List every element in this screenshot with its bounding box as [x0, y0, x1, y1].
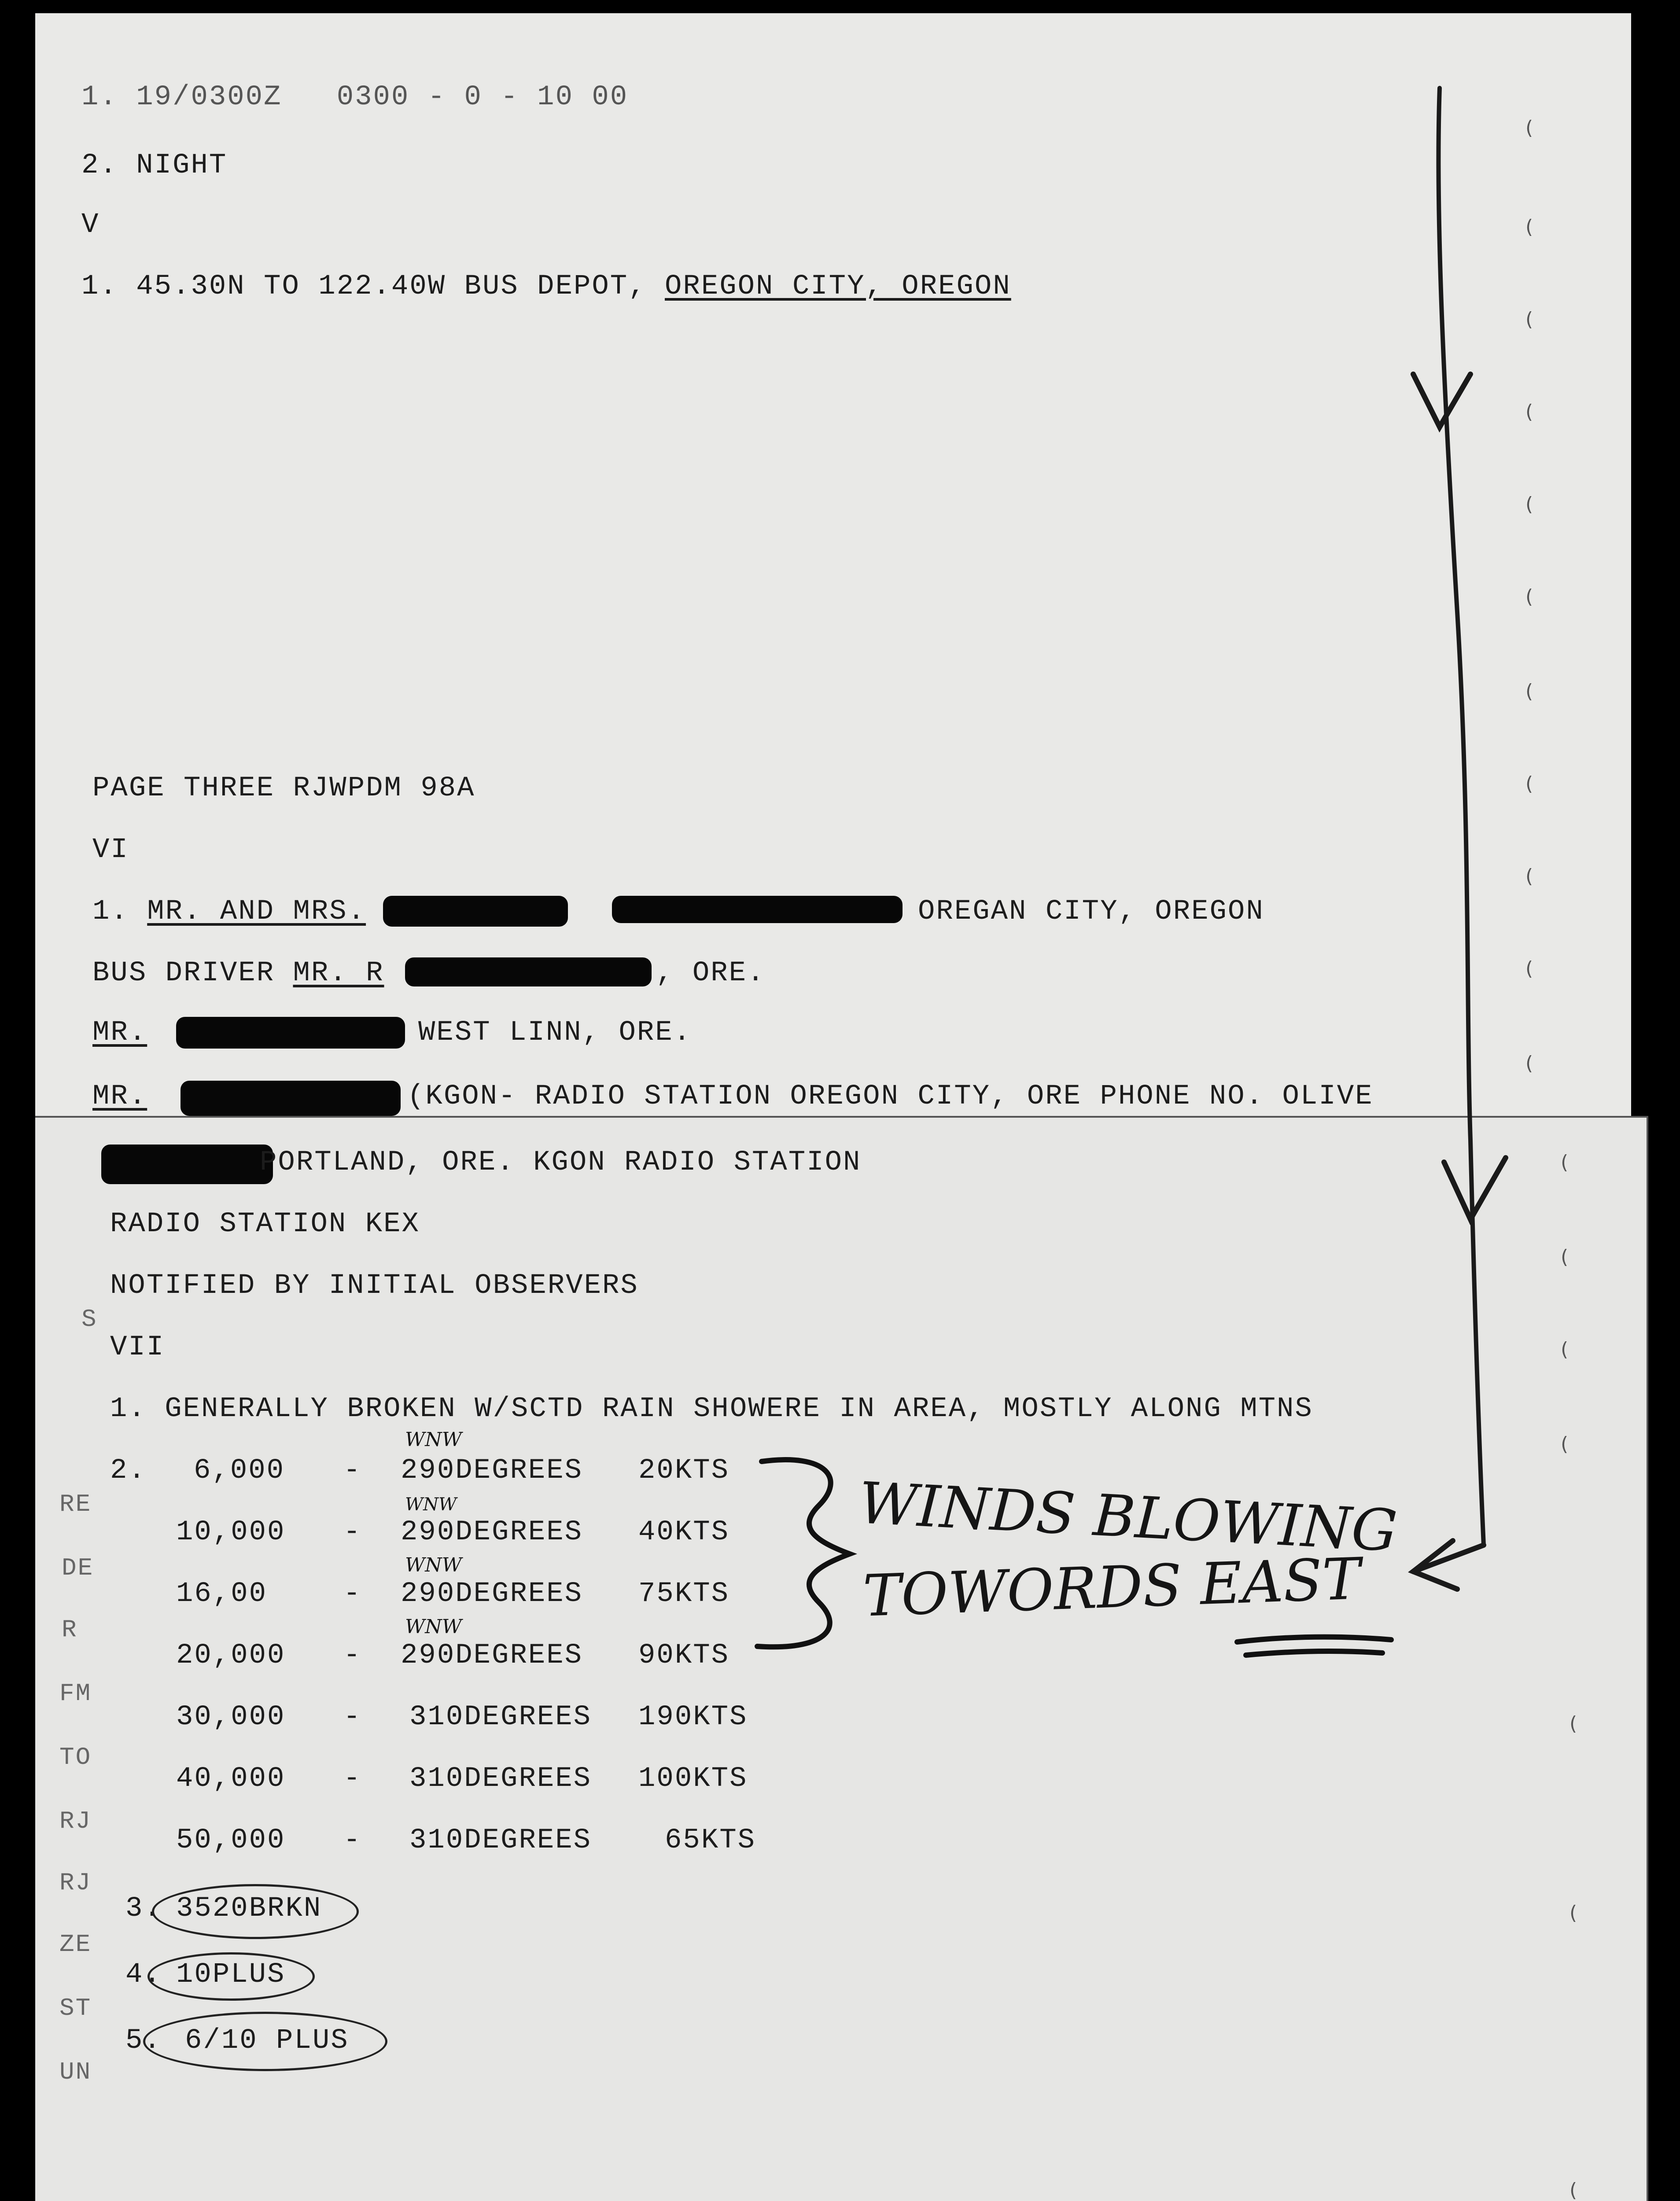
winds-direction: 290DEGREES — [401, 1640, 583, 1671]
location-prefix: 1. 45.30N TO 122.40W BUS DEPOT, — [81, 271, 665, 302]
winds-altitude: 16,00 — [176, 1578, 268, 1610]
redaction-3 — [405, 957, 652, 986]
redaction-1 — [383, 896, 568, 927]
left-edge-letter: TO — [59, 1743, 92, 1771]
witness-line-1 — [92, 896, 366, 928]
witness-line-3 — [92, 1017, 147, 1049]
winds-altitude: 10,000 — [176, 1516, 286, 1548]
item-4-number: 4. — [125, 1959, 162, 1991]
witness-line-7: NOTIFIED BY INITIAL OBSERVERS — [110, 1270, 639, 1302]
winds-direction: 290DEGREES — [401, 1578, 583, 1610]
winds-speed: 190KTS — [638, 1701, 748, 1733]
winds-direction-note: WNW — [405, 1494, 457, 1515]
winds-speed: 20KTS — [638, 1455, 730, 1487]
winds-altitude: 20,000 — [176, 1640, 286, 1671]
winds-altitude: 30,000 — [176, 1701, 286, 1733]
winds-dash: - — [343, 1516, 362, 1548]
left-edge-letter: UN — [59, 2058, 92, 2086]
winds-dash: - — [343, 1825, 362, 1856]
witness-title-4: MR. — [92, 1081, 147, 1112]
location-city: OREGON CITY, OREGON — [665, 271, 1011, 302]
redaction-4 — [176, 1017, 405, 1049]
left-edge-letter: RE — [59, 1490, 92, 1518]
winds-altitude: 50,000 — [176, 1825, 286, 1856]
winds-speed: 100KTS — [638, 1763, 748, 1795]
redaction-2 — [612, 896, 903, 923]
redaction-6 — [101, 1145, 273, 1184]
item-5-number: 5. — [125, 2025, 162, 2057]
winds-direction: 310DEGREES — [409, 1701, 592, 1733]
witness-line-1-num: 1. — [92, 896, 147, 928]
winds-direction-note: WNW — [405, 1554, 462, 1576]
witness-line-5: PORTLAND, ORE. KGON RADIO STATION — [260, 1147, 862, 1178]
item-4-value: 10PLUS — [176, 1959, 286, 1991]
witness-line-6: RADIO STATION KEX — [110, 1208, 420, 1240]
weather-line: 1. GENERALLY BROKEN W/SCTD RAIN SHOWERE IN AREA, MOSTLY ALONG MTNS — [110, 1393, 1313, 1425]
section-five-heading: V — [81, 209, 100, 241]
winds-direction-note: WNW — [405, 1616, 462, 1638]
winds-direction: 310DEGREES — [409, 1763, 592, 1795]
winds-speed: 75KTS — [638, 1578, 730, 1610]
winds-dash: - — [343, 1455, 362, 1487]
witness-line-2 — [92, 957, 384, 989]
left-edge-letter: R — [62, 1616, 78, 1644]
winds-altitude: 40,000 — [176, 1763, 286, 1795]
witness-detail-4: (KGON- RADIO STATION OREGON CITY, ORE PHONE NO. OLIVE — [407, 1081, 1374, 1112]
witness-role-bus-driver: BUS DRIVER — [92, 957, 293, 989]
winds-direction: 290DEGREES — [401, 1455, 583, 1487]
left-edge-letter: S — [81, 1305, 98, 1333]
witness-city-3: WEST LINN, ORE. — [418, 1017, 692, 1049]
winds-speed: 40KTS — [638, 1516, 730, 1548]
winds-speed: 65KTS — [665, 1825, 756, 1856]
winds-item-number: 2. — [110, 1455, 147, 1487]
witness-line-4 — [92, 1081, 147, 1112]
left-edge-letter: RJ — [59, 1869, 92, 1897]
left-edge-letter: ST — [59, 1994, 92, 2022]
winds-direction-note: WNW — [405, 1428, 462, 1451]
item-3-value: 3520BRKN — [176, 1893, 322, 1925]
witness-title-3: MR. — [92, 1017, 147, 1049]
winds-blowing-note: WINDS BLOWING — [857, 1469, 1399, 1564]
item-3-number: 3. — [125, 1893, 162, 1925]
witness-city-1: OREGAN CITY, OREGON — [918, 896, 1264, 928]
item-5-value: 6/10 PLUS — [185, 2025, 349, 2057]
winds-dash: - — [343, 1578, 362, 1610]
winds-dash: - — [343, 1763, 362, 1795]
winds-speed: 90KTS — [638, 1640, 730, 1671]
winds-direction: 290DEGREES — [401, 1516, 583, 1548]
time-of-day: 2. NIGHT — [81, 150, 228, 181]
witness-city-2: , ORE. — [656, 957, 766, 989]
towards-east-note: TOWORDS EAST — [862, 1545, 1362, 1630]
page-three-header: PAGE THREE RJWPDM 98A — [92, 773, 475, 804]
date-time-line: 1. 19/0300Z 0300 - 0 - 10 00 — [81, 81, 629, 113]
winds-direction: 310DEGREES — [409, 1825, 592, 1856]
left-edge-letter: FM — [59, 1679, 92, 1708]
redaction-5 — [181, 1081, 401, 1116]
left-edge-letter: ZE — [59, 1930, 92, 1958]
witness-name-1: MR. AND MRS. — [147, 896, 366, 928]
witness-name-2: MR. R — [293, 957, 384, 989]
winds-dash: - — [343, 1701, 362, 1733]
section-six-heading: VI — [92, 834, 129, 866]
winds-dash: - — [343, 1640, 362, 1671]
left-edge-letter: DE — [62, 1554, 94, 1582]
left-edge-letter: RJ — [59, 1807, 92, 1835]
section-seven-heading: VII — [110, 1332, 165, 1363]
location-line — [81, 271, 1011, 302]
winds-altitude: 6,000 — [194, 1455, 285, 1487]
